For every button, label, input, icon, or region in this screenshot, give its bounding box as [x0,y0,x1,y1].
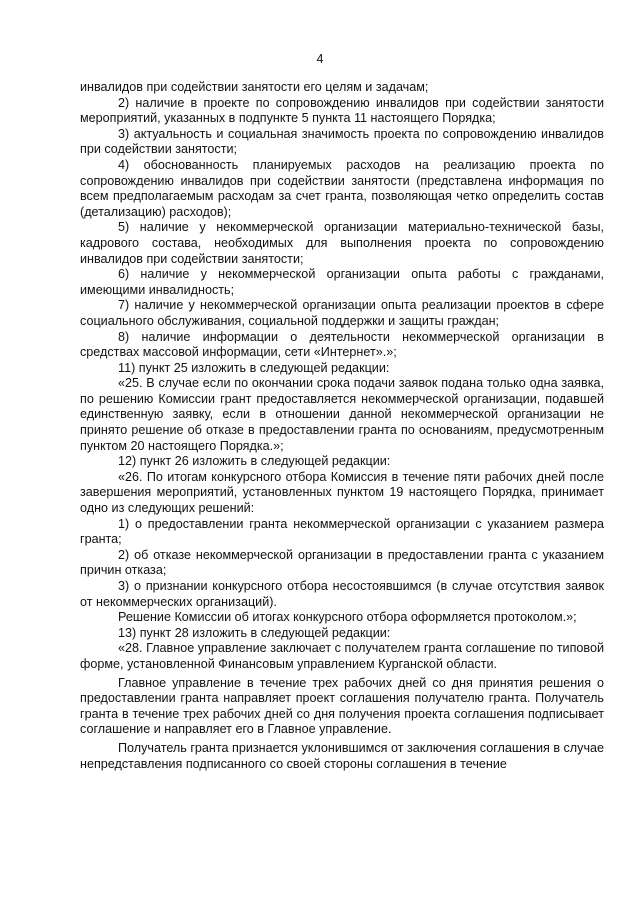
paragraph: Главное управление в течение трех рабочих дней со дня принятия решения о предоставлении гранта направляет проект соглашения получателю гранта. Получатель гранта в течение трех рабочих дней со дня получения проекта соглашения подписывает соглашение и направляет его в Главное управление. [80,675,604,737]
paragraph: 5) наличие у некоммерческой организации материально-технической базы, кадрового состава, необходимых для выполнения проекта по сопровождению инвалидов при содействии занятости; [80,220,604,266]
paragraph: 4) обоснованность планируемых расходов на реализацию проекта по сопровождению инвалидов при содействии занятости (представлена информация по всем предполагаемым расходам за счет гранта, позволяющая четко определить состав (детализацию) расходов); [80,157,604,219]
paragraph: 7) наличие у некоммерческой организации опыта реализации проектов в сфере социального обслуживания, социальной поддержки и защиты граждан; [80,298,604,328]
page-number: 4 [316,52,324,66]
paragraph: 3) о признании конкурсного отбора несостоявшимся (в случае отсутствия заявок от некоммерческих организаций). [80,579,604,609]
paragraph: Получатель гранта признается уклонившимся от заключения соглашения в случае непредставления подписанного со своей стороны соглашения в течение [80,740,605,771]
paragraph: 2) об отказе некоммерческой организации в предоставлении гранта с указанием причин отказа; [80,547,604,578]
paragraph: 11) пункт 25 изложить в следующей редакции: [118,360,390,375]
paragraph: 2) наличие в проекте по сопровождению инвалидов при содействии занятости мероприятий, указанных в подпункте 5 пункта 11 настоящего Порядка; [80,95,604,126]
paragraph: «25. В случае если по окончании срока подачи заявок подана только одна заявка, по решению Комиссии грант предоставляется некоммерческой организации, подавшей единственную заявку, если в отношении данной некоммерческой организации не принято решение об отказе в предоставлении гранта по основаниям, предусмотренным пунктом 20 настоящего Порядка.»; [80,376,604,453]
paragraph: 6) наличие у некоммерческой организации опыта работы с гражданами, имеющими инвалидность; [80,267,604,297]
paragraph: 13) пункт 28 изложить в следующей редакции: [118,625,391,640]
paragraph: «26. По итогам конкурсного отбора Комиссия в течение пяти рабочих дней после завершения мероприятий, установленных пунктом 19 настоящего Порядка, принимает одно из следующих решений: [80,469,604,516]
paragraph: 12) пункт 26 изложить в следующей редакции: [118,454,391,469]
paragraph: 3) актуальность и социальная значимость проекта по сопровождению инвалидов при содействии занятости; [80,126,604,157]
paragraph: инвалидов при содействии занятости его целям и задачам; [80,80,429,94]
paragraph: «28. Главное управление заключает с получателем гранта соглашение по типовой форме, установленной Финансовым управлением Курганской области. [80,641,604,671]
paragraph: 1) о предоставлении гранта некоммерческой организации с указанием размера гранта; [80,516,604,547]
document-body [80,80,604,772]
paragraph: 8) наличие информации о деятельности некоммерческой организации в средствах массовой информации, сети «Интернет».»; [80,329,604,360]
paragraph: Решение Комиссии об итогах конкурсного отбора оформляется протоколом.»; [118,610,577,625]
